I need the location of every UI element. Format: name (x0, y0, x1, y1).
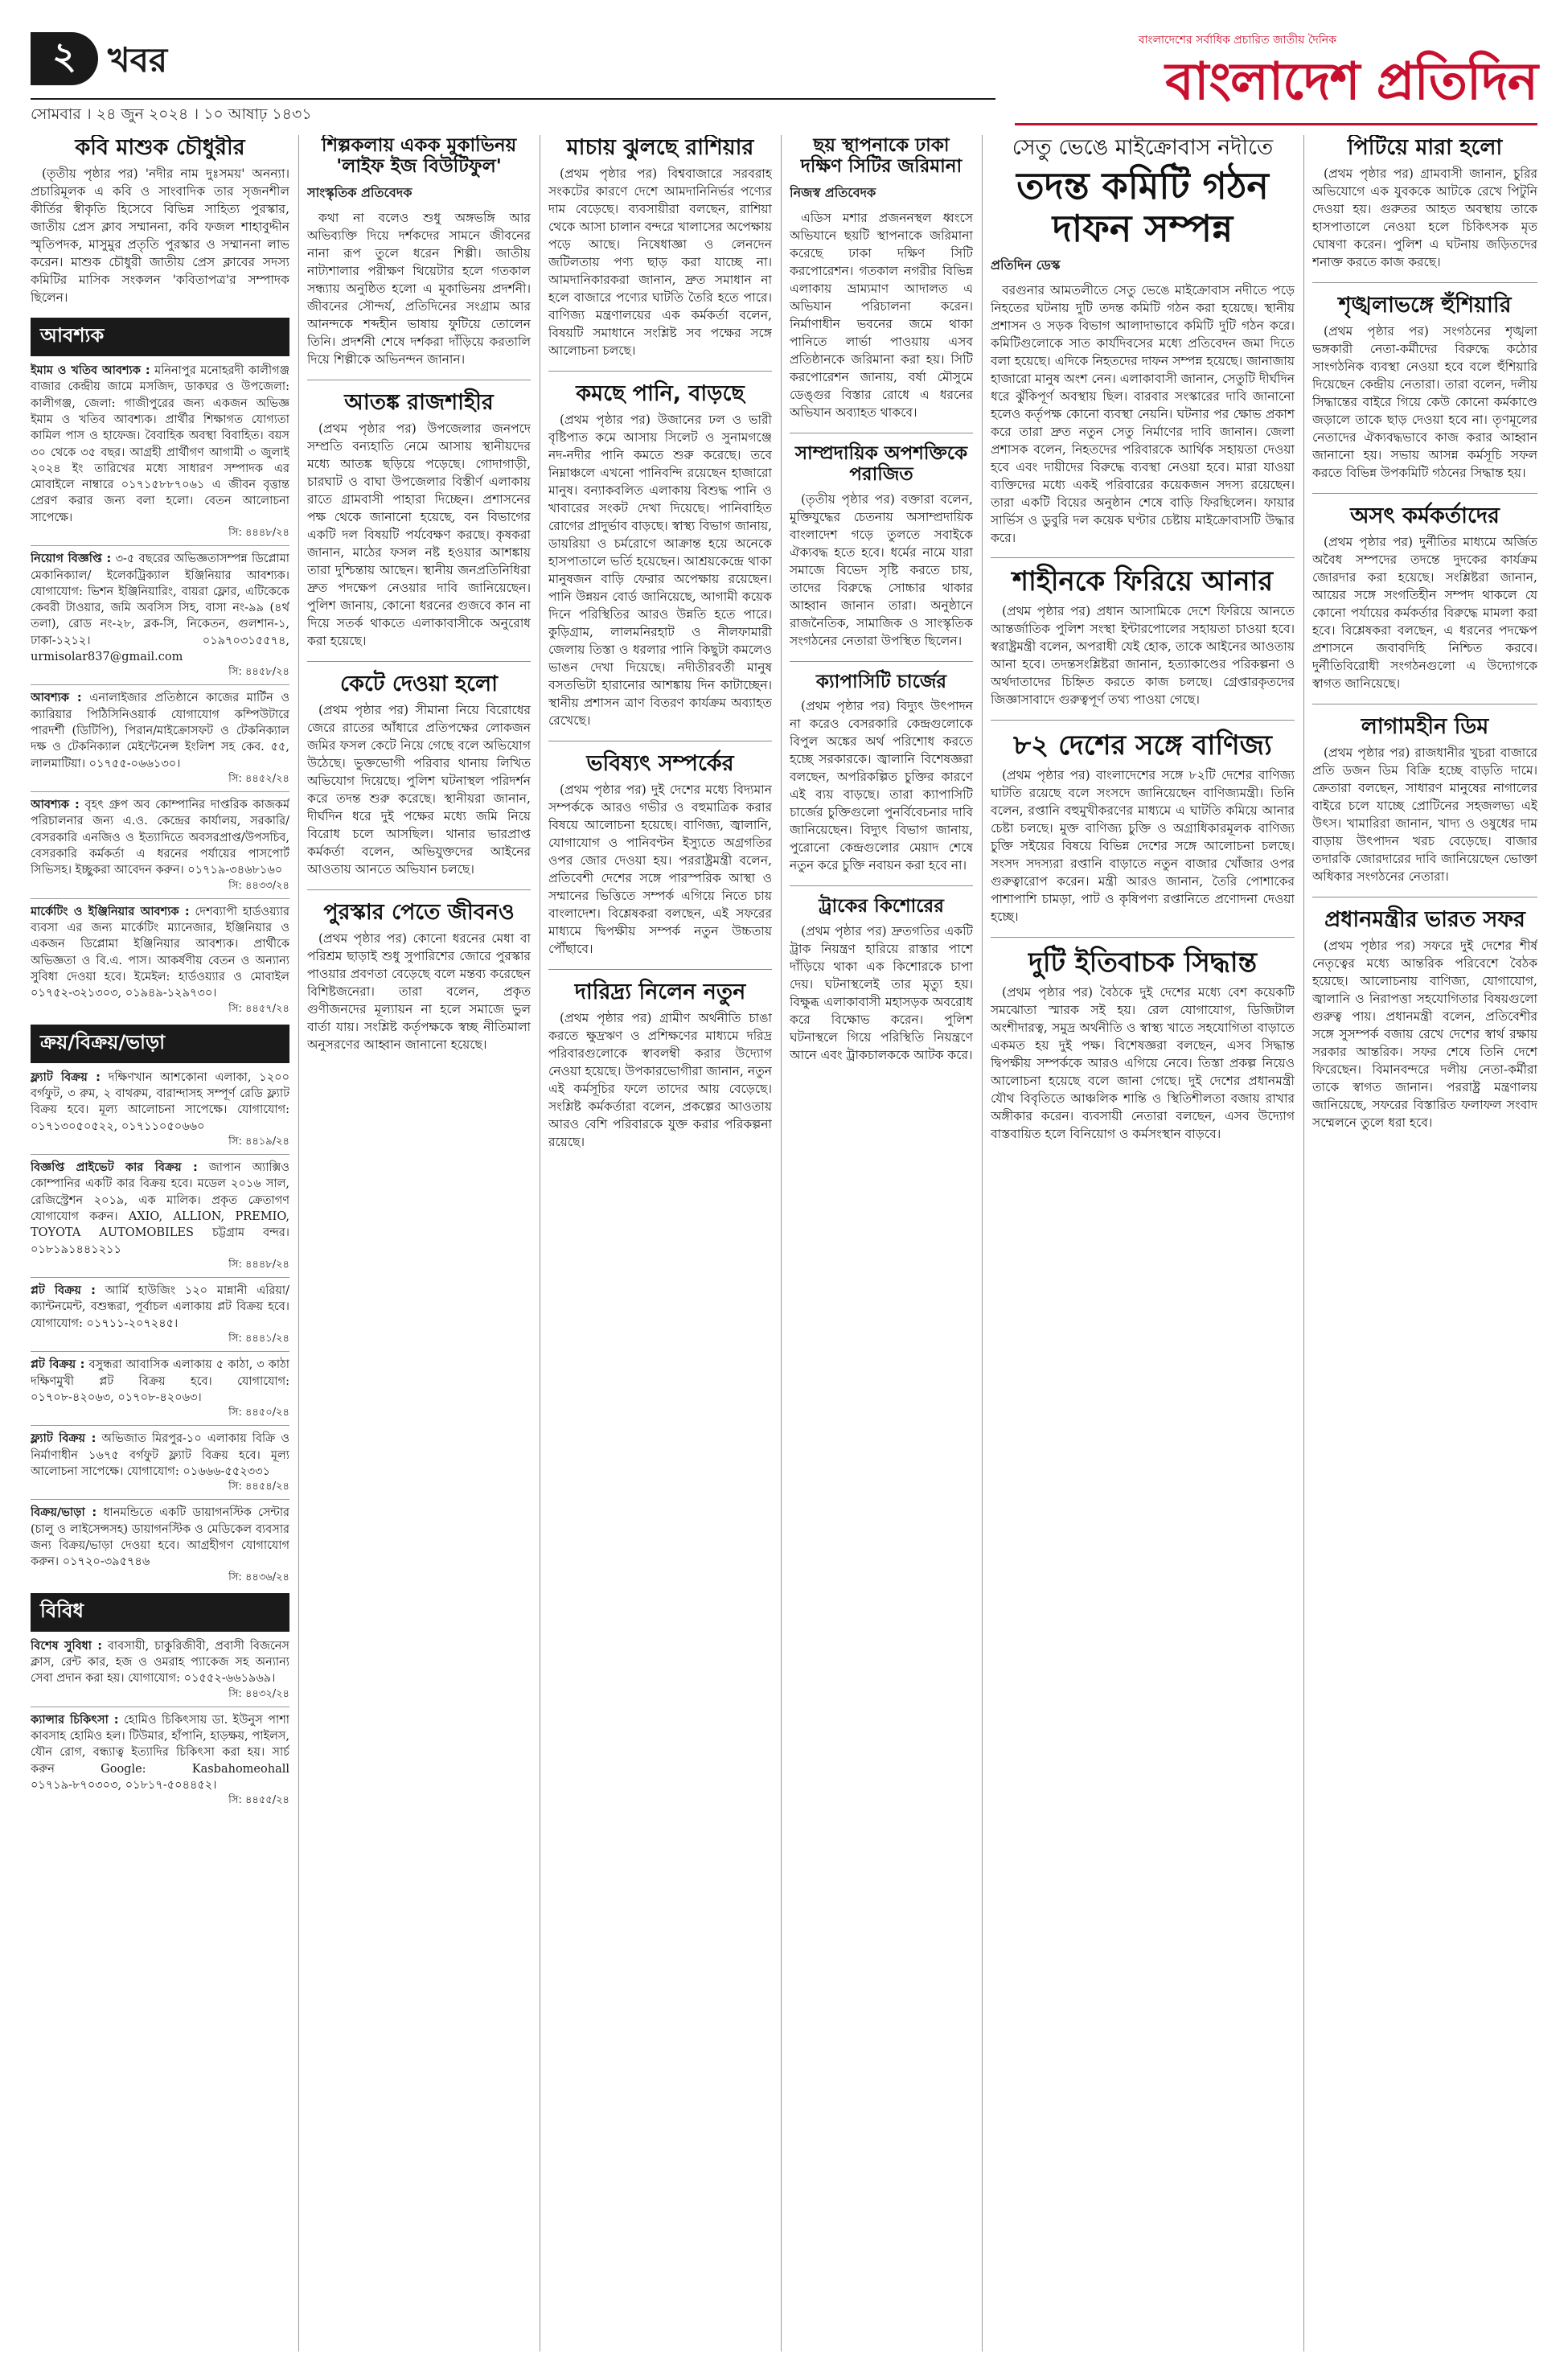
classified-header: ক্রয়/বিক্রয়/ভাড়া (31, 1025, 289, 1063)
article-headline: ছয় স্থাপনাকে ঢাকা দক্ষিণ সিটির জরিমানা (800, 135, 963, 178)
article-headline: দারিদ্র্য নিলেন নতুন (574, 980, 746, 1005)
masthead (31, 31, 1537, 125)
classified-ad: প্লট বিক্রয় : আর্মি হাউজিং ১২০ মান্নানী এরিয়া/ক্যান্টনমেন্ট, বশুন্ধরা, পূর্বাচল এলাকায় প্লট বিক্রয় হবে। যোগাযোগ: ০১৭১১-২০৭২৪৫। সি: ৪৪৪১/২৪ (31, 1284, 289, 1345)
dateline: সোমবার । ২৪ জুন ২০২৪ । ১০ আষাঢ় ১৪৩১ (31, 98, 995, 122)
article-art (307, 135, 531, 368)
article-headline: আতঙ্ক রাজশাহীর (344, 389, 494, 415)
article-body: এডিস মশার প্রজননস্থল ধ্বংসে অভিযানে ছয়টি স্থাপনাকে জরিমানা করেছে ঢাকা দক্ষিণ সিটি করপোরেশন। গতকাল নগরীর বিভিন্ন এলাকায় ভ্রাম্যমাণ আদালত এ অভিযান পরিচালনা করেন। নির্মাণাধীন ভবনের জমে থাকা পানিতে লার্ভা পাওয়ায় এসব প্রতিষ্ঠানকে জরিমানা করা হয়। সিটি করপোরেশন জানায়, বর্ষা মৌসুমে ডেঙ্গুর বিস্তার রোধে এ ধরনের অভিযান অব্যাহত থাকবে। (790, 210, 973, 420)
article-body: (তৃতীয় পৃষ্ঠার পর) 'নদীর নাম দুঃসময়' অনন্যা। প্রচারিমূলক এ কবি ও সাংবাদিক তার সৃজনশীল কীর্তির স্বীকৃতি হিসেবে বিভিন্ন সাহিত্য পুরস্কার, জাতীয় প্রেস ক্লাব সম্মাননা, কবি ফজল শাহাবুদ্দীন স্মৃতিপদক, মাসুমুর প্রতৃতি পুরস্কার ও সম্মাননা লাভ করেন। মাশুক চৌধুরী জাতীয় প্রেস ক্লাবের সদস্য কমিটির মাসিক সংকলন 'কবিতাপত্র'র সম্পাদক ছিলেন। (31, 166, 289, 306)
article-assets (1312, 503, 1537, 692)
article-body: (প্রথম পৃষ্ঠার পর) উপজেলার জনপদে সম্প্রতি বন্যহাতি নেমে আসায় স্থানীয়দের মধ্যে আতঙ্ক ছড়িয়ে পড়েছে। গোদাগাড়ী, চারঘাট ও বাঘা উপজেলার বিস্তীর্ণ এলাকায় রাতে গ্রামবাসী পাহারা দিচ্ছেন। প্রশাসনের পক্ষ থেকে জানানো হয়েছে, বন বিভাগের একটি দল বিষয়টি পর্যবেক্ষণ করছে। কৃষকরা জানান, মাঠের ফসল নষ্ট হওয়ার আশঙ্কায় তারা দুশ্চিন্তায় আছেন। স্থানীয় জনপ্রতিনিধিরা দ্রুত পদক্ষেপ নেওয়ার দাবি জানিয়েছেন। পুলিশ জানায়, কোনো ধরনের গুজবে কান না দিয়ে সতর্ক থাকতে এলাকাবাসীকে অনুরোধ করা হয়েছে। (307, 421, 531, 648)
article-truck (790, 896, 973, 1063)
article-terror (307, 390, 531, 650)
article-future (548, 751, 772, 958)
article-headline: তদন্ত কমিটি গঠন দাফন সম্পন্ন (1016, 164, 1269, 250)
classified-ad: ইমাম ও খতিব আবশ্যক : মনিনাপুর মনোহরদী কালীগঞ্জ বাজার কেন্দ্রীয় জামে মসজিদ, ডাকঘর ও উপজেলা: কালীগঞ্জ, জেলা: গাজীপুরের জন্য একজন অভিজ্ঞ ইমাম ও খতিব আবশ্যক। প্রার্থীর শিক্ষাগত যোগ্যতা কামিল পাস ও হাফেজ। বৈবাহিক অবস্থা বিবাহিত। বয়স ৩০ থেকে ৩৫ বছর। আগ্রহী প্রার্থীগণ আগামী ৩ জুলাই ২০২৪ ইং তারিখের মধ্যে সাধারণ সম্পাদক এর মোবাইলে নাম্বারে ০১৭১৫৮৮৭০৬১ এ জীবন বৃত্তান্ত প্রেরণ করার জন্য বলা হলো। বেতন আলোচনা সাপেক্ষে। সি: ৪৪৪৮/২৪ (31, 364, 289, 540)
classified-ad: ফ্ল্যাট বিক্রয় : দক্ষিণখান আশকোনা এলাকা, ১২০০ বর্গফুট, ৩ রুম, ২ বাথরুম, বারান্দাসহ সম্পূর্ণ রেডি ফ্ল্যাট বিক্রয় হবে। মূল্য আলোচনা সাপেক্ষে। যোগাযোগ: ০১৭১৩০৫০৫২২, ০১৭১১০৫০৬৬০ সি: ৪৪১৯/২৪ (31, 1070, 289, 1148)
article-headline: প্রধানমন্ত্রীর ভারত সফর (1324, 907, 1525, 933)
article-body: (প্রথম পৃষ্ঠার পর) বৈঠকে দুই দেশের মধ্যে বেশ কয়েকটি সমঝোতা স্মারক সই হয়। রেল যোগাযোগ, ডিজিটাল অংশীদারত্ব, সমুদ্র অর্থনীতি ও স্বাস্থ্য খাতে সহযোগিতা বাড়াতে একমত হয় দুই পক্ষ। বিশেষজ্ঞরা বলছেন, এসব সিদ্ধান্ত দ্বিপক্ষীয় সম্পর্ককে আরও এগিয়ে নেবে। তিস্তা প্রকল্প নিয়েও আলোচনা হয়েছে বলে জানা গেছে। দুই দেশের প্রধানমন্ত্রী যৌথ বিবৃতিতে আঞ্চলিক শান্তি ও স্থিতিশীলতা বজায় রাখার অঙ্গীকার করেন। ব্যবসায়ী নেতারা বলছেন, এসব উদ্যোগ বাস্তবায়িত হলে বিনিয়োগ ও কর্মসংস্থান বাড়বে। (991, 985, 1295, 1142)
article-byline: প্রতিদিন ডেস্ক (991, 257, 1061, 273)
column-4 (790, 135, 973, 2351)
classified-ad: বিজ্ঞপ্তি প্রাইভেট কার বিক্রয় : জাপান অ্যাক্সিও কোম্পানির একটি কার বিক্রয় হবে। মডেল ২০১৬ সাল, রেজিস্ট্রেশন ২০১৯, এক মালিক। প্রকৃত ক্রেতাগণ যোগাযোগ করুন। AXIO, ALLION, PREMIO, TOYOTA AUTOMOBILES চট্টগ্রাম বন্দর। ০১৮১৯১৪৪১২১১ সি: ৪৪৪৮/২৪ (31, 1161, 289, 1271)
article-headline: শাহীনকে ফিরিয়ে আনার (1012, 565, 1274, 598)
article-body: (প্রথম পৃষ্ঠার পর) দ্রুতগতির একটি ট্রাক নিয়ন্ত্রণ হারিয়ে রাস্তার পাশে দাঁড়িয়ে থাকা এক কিশোরকে চাপা দেয়। ঘটনাস্থলেই তার মৃত্যু হয়। বিক্ষুব্ধ এলাকাবাসী মহাসড়ক অবরোধ করে বিক্ষোভ করেন। পুলিশ ঘটনাস্থলে গিয়ে পরিস্থিতি নিয়ন্ত্রণে আনে এবং ট্রাকচালককে আটক করে। (790, 923, 973, 1062)
classified-ad: আবশ্যক : এনালাইজার প্রতিষ্ঠানে কাজের মার্টিন ও ক্যারিয়ার পিঠিসিনিওয়ার্ক যোগাযোগ কম্পিউটারে পারদর্শী (ডিটিপি), পিরান/মাইক্রোসফট ও টেকনিক্যাল দক্ষ ও টেকনিক্যাল মেইন্টেনেন্স ইংলিশ সহ কেব. ৫৫, লালমাটিয়া। ০১৭৫৫-০৬৬১৩০। সি: ৪৪৫২/২৪ (31, 692, 289, 785)
article-poet (31, 135, 289, 306)
brand-name: বাংলাদেশ প্রতিদিন (1165, 52, 1537, 112)
article-body: (প্রথম পৃষ্ঠার পর) গ্রামীণ অর্থনীতি চাঙা করতে ক্ষুদ্রঋণ ও প্রশিক্ষণের মাধ্যমে দরিদ্র পরিবারগুলোকে স্বাবলম্বী করার উদ্যোগ নেওয়া হয়েছে। উপকারভোগীরা জানান, নতুন এই কর্মসূচির ফলে তাদের আয় বেড়েছে। সংশ্লিষ্ট কর্মকর্তারা বলেন, প্রকল্পের আওতায় আরও বেশি পরিবারকে যুক্ত করার পরিকল্পনা রয়েছে। (548, 1011, 772, 1150)
classified-ad: বিশেষ সুবিধা : বাবসায়ী, চাকুরিজীবী, প্রবাসী বিজনেস ক্লাস, রেন্ট কার, হজ ও ওমরাহ প্যাকেজ সহ অন্যান্য সেবা প্রদান করা হয়। যোগাযোগ: ০১৫৫২-৬৬১৯৬৯। সি: ৪৪৩২/২৪ (31, 1639, 289, 1700)
page-number: ২ (31, 32, 98, 85)
article-poverty (548, 980, 772, 1151)
brand-underline (1015, 123, 1537, 125)
article-body: (প্রথম পৃষ্ঠার পর) দুই দেশের মধ্যে বিদ্যমান সম্পর্ককে আরও গভীর ও বহুমাত্রিক করার বিষয়ে আলোচনা হয়েছে। বাণিজ্য, জ্বালানি, যোগাযোগ ও পানিবণ্টন ইস্যুতে অগ্রগতির ওপর জোর দেওয়া হয়। পররাষ্ট্রমন্ত্রী বলেন, প্রতিবেশী দেশের সঙ্গে পারস্পরিক আস্থা ও সম্মানের ভিত্তিতে সম্পর্ক এগিয়ে নিতে চায় বাংলাদেশ। বিশ্লেষকরা বলছেন, এই সফরের মাধ্যমে দ্বিপক্ষীয় সম্পর্ক নতুন উচ্চতায় পৌঁছাবে। (548, 782, 772, 957)
article-headline: সাম্প্রদায়িক অপশক্তিকে পরাজিত (794, 442, 968, 486)
article-headline: পুরস্কার পেতে জীবনও (323, 899, 515, 925)
article-headline: কেটে দেওয়া হলো (340, 671, 498, 696)
column-rule (982, 135, 983, 2351)
article-body: (প্রথম পৃষ্ঠার পর) সফরে দুই দেশের শীর্ষ নেতৃত্বের মধ্যে আন্তরিক পরিবেশে বৈঠক হয়েছে। আলোচনায় বাণিজ্য, যোগাযোগ, জ্বালানি ও নিরাপত্তা সহযোগিতার বিষয়গুলো গুরুত্ব পায়। প্রধানমন্ত্রী বলেন, প্রতিবেশীর সঙ্গে সুসম্পর্ক বজায় রেখে দেশের স্বার্থ রক্ষায় সরকার আন্তরিক। সফর শেষে তিনি দেশে ফিরেছেন। বিমানবন্দরে দলীয় নেতা-কর্মীরা তাকে স্বাগত জানান। পররাষ্ট্র মন্ত্রণালয় জানিয়েছে, সফরের বিস্তারিত ফলাফল সংবাদ সম্মেলনে তুলে ধরা হবে। (1312, 939, 1537, 1131)
article-headline: ট্রাকের কিশোরের (819, 896, 944, 918)
article-headline: কবি মাশুক চৌধুরীর (75, 135, 245, 160)
article-eggs (1312, 714, 1537, 885)
column-rule (298, 135, 299, 2351)
article-body: (তৃতীয় পৃষ্ঠার পর) বক্তারা বলেন, মুক্তিযুদ্ধের চেতনায় অসাম্প্রদায়িক বাংলাদেশ গড়ে তুলতে সবাইকে ঐক্যবদ্ধ হতে হবে। ধর্মের নামে যারা সমাজে বিভেদ সৃষ্টি করতে চায়, তাদের বিরুদ্ধে সোচ্চার থাকার আহ্বান জানান তারা। অনুষ্ঠানে রাজনৈতিক, সামাজিক ও সাংস্কৃতিক সংগঠনের নেতারা উপস্থিত ছিলেন। (790, 491, 973, 648)
article-kicker: সেতু ভেঙে মাইক্রোবাস নদীতে (1012, 135, 1274, 160)
article-byline: নিজস্ব প্রতিবেদক (790, 184, 876, 200)
article-headline: পিটিয়ে মারা হলো (1347, 135, 1503, 160)
article-body: (প্রথম পৃষ্ঠার পর) প্রধান আসামিকে দেশে ফিরিয়ে আনতে আন্তর্জাতিক পুলিশ সংস্থা ইন্টারপোলের সহায়তা চাওয়া হবে। স্বরাষ্ট্রমন্ত্রী বলেন, অপরাধী যেই হোক, তাকে আইনের আওতায় আনা হবে। তদন্তসংশ্লিষ্টরা জানান, হত্যাকাণ্ডের পরিকল্পনা ও অর্থদাতাদের চিহ্নিত করতে কাজ চলছে। গ্রেপ্তারকৃতদের জিজ্ঞাসাবাদে গুরুত্বপূর্ণ তথ্য পাওয়া গেছে। (991, 603, 1295, 707)
article-body: (প্রথম পৃষ্ঠার পর) বিদ্যুৎ উৎপাদন না করেও বেসরকারি কেন্দ্রগুলোকে বিপুল অঙ্কের অর্থ পরিশোধ করতে হচ্ছে সরকারকে। জ্বালানি বিশেষজ্ঞরা বলছেন, অপরিকল্পিত চুক্তির কারণে এই ব্যয় বাড়ছে। তারা ক্যাপাসিটি চার্জের চুক্তিগুলো পুনর্বিবেচনার দাবি জানিয়েছেন। বিদ্যুৎ বিভাগ জানায়, পুরোনো কেন্দ্রগুলোর মেয়াদ শেষে নতুন করে চুক্তি নবায়ন করা হবে না। (790, 699, 973, 873)
classified-list (31, 363, 289, 1017)
classified-list (31, 1070, 289, 1585)
classified-list (31, 1638, 289, 1809)
section-name: খবর (108, 40, 168, 80)
article-body: (প্রথম পৃষ্ঠার পর) কোনো ধরনের মেধা বা পরিশ্রম ছাড়াই শুধু সুপারিশের জোরে পুরস্কার পাওয়ার প্রবণতা বেড়েছে বলে মন্তব্য করেছেন বিশিষ্টজনেরা। তারা বলেন, প্রকৃত গুণীজনদের মূল্যায়ন না হলে সমাজে ভুল বার্তা যায়। সংশ্লিষ্ট কর্তৃপক্ষকে স্বচ্ছ নীতিমালা অনুসরণের আহ্বান জানানো হয়েছে। (307, 931, 531, 1053)
article-pm-visit (1312, 907, 1537, 1132)
article-body: (প্রথম পৃষ্ঠার পর) বিশ্ববাজারে সরবরাহ সংকটের কারণে দেশে আমদানিনির্ভর পণ্যের দাম বেড়েছে। ব্যবসায়ীরা বলছেন, রাশিয়া থেকে আসা চালান বন্দরে খালাসের অপেক্ষায় পড়ে আছে। নিষেধাজ্ঞা ও লেনদেন জটিলতায় পণ্য ছাড় করা যাচ্ছে না। আমদানিকারকরা জানান, দ্রুত সমাধান না হলে বাজারে পণ্যের ঘাটতি তৈরি হতে পারে। বাণিজ্য মন্ত্রণালয়ের এক কর্মকর্তা বলেন, বিষয়টি সমাধানে সংশ্লিষ্ট সব পক্ষের সঙ্গে আলোচনা চলছে। (548, 166, 772, 359)
classified-ad: ক্যান্সার চিকিৎসা : হোমিও চিকিৎসায় ডা. ইউনুস পাশা কাবসাহ হোমিও হল। টিউমার, হাঁপানি, হাড়ক্ষয়, পাইলস, যৌন রোগ, বন্ধ্যাত্ব ইত্যাদির চিকিৎসা করা হয়। সার্চ করুন Google: Kasbahomeohall ০১৭১৯-৮৭০৩০৩, ০১৮১৭-৫০৪৪৫২। সি: ৪৪৫৫/২৪ (31, 1713, 289, 1807)
article-headline: ক্যাপাসিটি চার্জের (815, 671, 947, 692)
article-headline: অসৎ কর্মকর্তাদের (1350, 503, 1500, 529)
article-headline: শৃঙ্খলাভঙ্গে হুঁশিয়ারি (1338, 293, 1512, 318)
article-award (307, 900, 531, 1054)
article-headline: ৮২ দেশের সঙ্গে বাণিজ্য (1013, 729, 1272, 762)
column-rule (781, 135, 782, 2351)
article-body: (প্রথম পৃষ্ঠার পর) গ্রামবাসী জানান, চুরির অভিযোগে এক যুবককে আটকে রেখে পিটুনি দেওয়া হয়। গুরুতর আহত অবস্থায় তাকে হাসপাতালে নেওয়া হলে চিকিৎসক মৃত ঘোষণা করেন। পুলিশ এ ঘটনায় জড়িতদের শনাক্ত করতে কাজ করছে। (1312, 166, 1537, 270)
classified-header: বিবিধ (31, 1593, 289, 1632)
article-russia (548, 135, 772, 359)
column-1 (31, 135, 289, 2351)
article-main (991, 135, 1295, 558)
article-headline: মাচায় ঝুলছে রাশিয়ার (566, 135, 754, 160)
article-body: বরগুনার আমতলীতে সেতু ভেঙে মাইক্রোবাস নদীতে পড়ে নিহতের ঘটনায় দুটি তদন্ত কমিটি গঠন করা হয়েছে। স্থানীয় প্রশাসন ও সড়ক বিভাগ আলাদাভাবে কমিটি দুটি গঠন করে। কমিটিগুলোকে সাত কার্যদিবসের মধ্যে প্রতিবেদন জমা দিতে বলা হয়েছে। এদিকে নিহতদের দাফন সম্পন্ন হয়েছে। জানাজায় হাজারো মানুষ অংশ নেন। এলাকাবাসী জানান, সেতুটি দীর্ঘদিন ধরে ঝুঁকিপূর্ণ অবস্থায় ছিল। বারবার সংস্কারের দাবি জানানো হলেও কর্তৃপক্ষ কোনো ব্যবস্থা নেয়নি। ঘটনার পর ক্ষোভ প্রকাশ করে তারা দ্রুত নতুন সেতু নির্মাণের দাবি জানান। জেলা প্রশাসক বলেন, নিহতদের পরিবারকে আর্থিক সহায়তা দেওয়া হবে এবং দায়ীদের বিরুদ্ধে ব্যবস্থা নেওয়া হবে। মারা যাওয়া ব্যক্তিদের মধ্যে একই পরিবারের কয়েকজন সদস্য রয়েছেন। তারা একটি বিয়ের অনুষ্ঠান শেষে বাড়ি ফিরছিলেন। ফায়ার সার্ভিস ও ডুবুরি দল কয়েক ঘণ্টার চেষ্টায় মাইক্রোবাসটি উদ্ধার করে। (991, 282, 1295, 545)
article-headline: কমছে পানি, বাড়ছে (576, 381, 745, 407)
article-communal (790, 443, 973, 650)
column-5 (991, 135, 1295, 2351)
article-body: কথা না বলেও শুধু অঙ্গভঙ্গি আর অভিব্যক্তি দিয়ে দর্শকদের সামনে জীবনের নানা রূপ তুলে ধরেন শিল্পী। জাতীয় নাট্যশালার পরীক্ষণ থিয়েটার হলে গতকাল সন্ধ্যায় অনুষ্ঠিত হলো এ মূকাভিনয় প্রদর্শনী। জীবনের সৌন্দর্য, প্রতিদিনের সংগ্রাম আর আনন্দকে শব্দহীন ভাষায় ফুটিয়ে তোলেন তিনি। প্রদর্শনী শেষে দর্শকরা দাঁড়িয়ে করতালি দিয়ে শিল্পীকে অভিনন্দন জানান। (307, 210, 531, 367)
article-warning (1312, 293, 1537, 482)
brand-tagline: বাংলাদেশের সর্বাধিক প্রচারিত জাতীয় দৈনিক (1138, 34, 1336, 47)
article-byline: সাংস্কৃতিক প্রতিবেদক (307, 184, 413, 200)
article-headline: দুটি ইতিবাচক সিদ্ধান্ত (1028, 947, 1258, 980)
article-body: (প্রথম পৃষ্ঠার পর) রাজধানীর খুচরা বাজারে প্রতি ডজন ডিম বিক্রি হচ্ছে বাড়তি দামে। ক্রেতারা বলছেন, সাধারণ মানুষের নাগালের বাইরে চলে যাচ্ছে প্রোটিনের সহজলভ্য এই উৎস। খামারিরা জানান, খাদ্য ও ওষুধের দাম বাড়ায় উৎপাদন খরচ বেড়েছে। বাজার তদারকি জোরদারের দাবি জানিয়েছেন ভোক্তা অধিকার সংগঠনের নেতারা। (1312, 745, 1537, 885)
article-beat (1312, 135, 1537, 271)
column-3 (548, 135, 772, 2351)
classified-ad: মার্কেটিং ও ইঞ্জিনিয়ার আবশ্যক : দেশব্যাপী হার্ডওয়্যার ব্যবসা এর জন্য মার্কেটিং ম্যানেজার, ইঞ্জিনিয়ার ও একজন ডিপ্লোমা ইঞ্জিনিয়ার আবশ্যক। প্রার্থীকে অভিজ্ঞতা ও বি.এ. পাস। আকর্ষণীয় বেতন ও অন্যান্য সুবিধা দেওয়া হবে। ইমেইল: হার্ডওয়্যার ও মোবাইল ০১৭৫২-৩২১৩০৩, ০১৯৪৯-১২৯৭৩০। সি: ৪৪৫৭/২৪ (31, 905, 289, 1015)
article-capacity (790, 672, 973, 874)
brand-logo (1015, 31, 1537, 125)
classified-ad: আবশ্যক : বৃহৎ গ্রুপ অব কোম্পানির দাপ্তরিক কাজকর্ম পরিচালনার জন্য এ.ও. কেন্দ্রের কার্যালয়, সরকারি/বেসরকারি এনজিও ও ইত্যাদিতে অবসরপ্রাপ্ত/উপসচিব, বেসরকারি কর্মকর্তা এ ধরনের পর্যায়ের পাসপোর্ট সিভিসহ। ইচ্ছুকরা আবেদন করুন। ০১৭১৯-৩৪৬৮১৬০ সি: ৪৪৩৩/২৪ (31, 799, 289, 892)
article-water (548, 381, 772, 729)
article-body: (প্রথম পৃষ্ঠার পর) সীমানা নিয়ে বিরোধের জেরে রাতের আঁধারে প্রতিপক্ষের লোকজন জমির ফসল কেটে নিয়ে গেছে বলে অভিযোগ উঠেছে। ভুক্তভোগী পরিবার থানায় লিখিত অভিযোগ দিয়েছে। পুলিশ ঘটনাস্থল পরিদর্শন করে তদন্ত শুরু করেছে। স্থানীয়রা জানান, দীর্ঘদিন ধরে দুই পক্ষের মধ্যে জমি নিয়ে বিরোধ চলে আসছিল। থানার ভারপ্রাপ্ত কর্মকর্তা বলেন, অভিযুক্তদের আইনের আওতায় আনতে অভিযান চলছে। (307, 702, 531, 877)
classified-ad: প্লট বিক্রয় : বসুন্ধরা আবাসিক এলাকায় ৫ কাঠা, ৩ কাঠা দক্ষিণমুখী প্লট বিক্রয় হবে। যোগাযোগ: ০১৭০৮-৪২০৬৩, ০১৭০৮-৪২০৬৩। সি: ৪৪৫০/২৪ (31, 1358, 289, 1419)
column-6 (1312, 135, 1537, 2351)
article-body: (প্রথম পৃষ্ঠার পর) বাংলাদেশের সঙ্গে ৮২টি দেশের বাণিজ্য ঘাটতি রয়েছে বলে সংসদে জানিয়েছেন বাণিজ্যমন্ত্রী। তিনি বলেন, রপ্তানি বহুমুখীকরণের মাধ্যমে এ ঘাটতি কমিয়ে আনার চেষ্টা চলছে। মুক্ত বাণিজ্য চুক্তি ও অগ্রাধিকারমূলক বাণিজ্য চুক্তি সইয়ের বিষয়ে বিভিন্ন দেশের সঙ্গে আলোচনা চলছে। সংসদ সদস্যরা রপ্তানি বাড়াতে নতুন বাজার খোঁজার ওপর গুরুত্বারোপ করেন। মন্ত্রী আরও জানান, তৈরি পোশাকের পাশাপাশি চামড়া, পাট ও কৃষিপণ্য রপ্তানিতে প্রণোদনা দেওয়া হচ্ছে। (991, 768, 1295, 925)
classified-ad: বিক্রয়/ভাড়া : ধানমন্ডিতে একটি ডায়াগনস্টিক সেন্টার (চালু ও লাইসেন্সসহ) ডায়াগনস্টিক ও মেডিকেল ব্যবসার জন্য বিক্রয়/ভাড়া দেওয়া হবে। আগ্রহীগণ যোগাযোগ করুন। ০১৭২০-৩৯৫৭৪৬ সি: ৪৪৩৬/২৪ (31, 1506, 289, 1583)
article-shahin (991, 566, 1295, 709)
article-decisions (991, 947, 1295, 1143)
column-rule (1303, 135, 1304, 2351)
article-body: (প্রথম পৃষ্ঠার পর) উজানের ঢল ও ভারী বৃষ্টিপাত কমে আসায় সিলেট ও সুনামগঞ্জে নদ-নদীর পানি কমতে শুরু করেছে। তবে নিম্নাঞ্চলে এখনো পানিবন্দি রয়েছেন হাজারো মানুষ। বন্যাকবলিত এলাকায় বিশুদ্ধ পানি ও খাবারের সংকট দেখা দিয়েছে। পানিবাহিত রোগের প্রাদুর্ভাব বাড়ছে। স্বাস্থ্য বিভাগ জানায়, ডায়রিয়া ও চর্মরোগে আক্রান্ত হয়ে অনেকে হাসপাতালে ভর্তি হয়েছেন। আশ্রয়কেন্দ্রে থাকা মানুষজন বাড়ি ফেরার অপেক্ষায় রয়েছেন। পানি উন্নয়ন বোর্ড জানিয়েছে, আগামী কয়েক দিনে পরিস্থিতির আরও উন্নতি হতে পারে। কুড়িগ্রাম, লালমনিরহাট ও নীলফামারী জেলায় তিস্তা ও ধরলার পানি কিছুটা কমলেও ভাঙন দেখা দিয়েছে। নদীতীরবর্তী মানুষ বসতভিটা হারানোর আশঙ্কায় দিন কাটাচ্ছেন। স্থানীয় প্রশাসন ত্রাণ বিতরণ কার্যক্রম অব্যাহত রেখেছে। (548, 413, 772, 729)
article-headline: ভবিষ্যৎ সম্পর্কের (586, 751, 734, 777)
classified-ad: নিয়োগ বিজ্ঞপ্তি : ৩-৫ বছরের অভিজ্ঞতাসম্পন্ন ডিপ্লোমা মেকানিক্যাল/ ইলেকট্রিক্যাল ইঞ্জিনিয়ার আবশ্যক। যোগাযোগ: ভিশন ইঞ্জিনিয়ারিং, বায়রা ফ্লোর, এটিকেকে কেবরী টাওয়ার, জমি অবসিস সিহ, বাসা নং-৯৯ (৪র্থ তলা), রোড নং-২৮, ব্লক-সি, নিকেতন, গুলশান-১, ঢাকা-১২১২। ০১৯৭০৩১৫৫৭৪, urmisolar837@gmail.com সি: ৪৪৫৮/২৪ (31, 552, 289, 679)
article-headline: শিল্পকলায় একক মুকাভিনয় 'লাইফ ইজ বিউটিফুল' (321, 135, 517, 178)
article-body: (প্রথম পৃষ্ঠার পর) দুর্নীতির মাধ্যমে অর্জিত অবৈধ সম্পদের তদন্তে দুদকের কার্যক্রম জোরদার করা হয়েছে। সংশ্লিষ্টরা জানান, আয়ের সঙ্গে সংগতিহীন সম্পদ থাকলে যে কোনো পর্যায়ের কর্মকর্তার বিরুদ্ধে মামলা করা হবে। বিশ্লেষকরা বলছেন, এ ধরনের পদক্ষেপ প্রশাসনে জবাবদিহি নিশ্চিত করবে। দুর্নীতিবিরোধী সংগঠনগুলো এ উদ্যোগকে স্বাগত জানিয়েছে। (1312, 535, 1537, 692)
article-body: (প্রথম পৃষ্ঠার পর) সংগঠনের শৃঙ্খলা ভঙ্গকারী নেতা-কর্মীদের বিরুদ্ধে কঠোর সাংগঠনিক ব্যবস্থা নেওয়া হবে বলে হুঁশিয়ারি দিয়েছেন কেন্দ্রীয় নেতারা। তারা বলেন, দলীয় সিদ্ধান্তের বাইরে গিয়ে কেউ কোনো কর্মকাণ্ডে জড়ালে তাকে ছাড় দেওয়া হবে না। তৃণমূলের নেতাদের ঐক্যবদ্ধভাবে কাজ করার আহ্বান জানানো হয়। সভায় আসন্ন কর্মসূচি সফল করতে বিভিন্ন উপকমিটি গঠনের সিদ্ধান্ত হয়। (1312, 324, 1537, 481)
article-cut (307, 672, 531, 878)
column-2 (307, 135, 531, 2351)
classified-header: আবশ্যক (31, 318, 289, 356)
article-mosquito (790, 135, 973, 421)
article-trade (991, 730, 1295, 926)
article-headline: লাগামহীন ডিম (1361, 714, 1489, 740)
classified-ad: ফ্ল্যাট বিক্রয় : অভিজাত মিরপুর-১০ এলাকায় বিক্রি ও নির্মাণাধীন ১৬৭৫ বর্গফুট ফ্ল্যাট বিক্রয় হবে। মূল্য আলোচনা সাপেক্ষে। যোগাযোগ: ০১৬৬৬-৫৫২৩৩১ সি: ৪৪৫৪/২৪ (31, 1432, 289, 1493)
